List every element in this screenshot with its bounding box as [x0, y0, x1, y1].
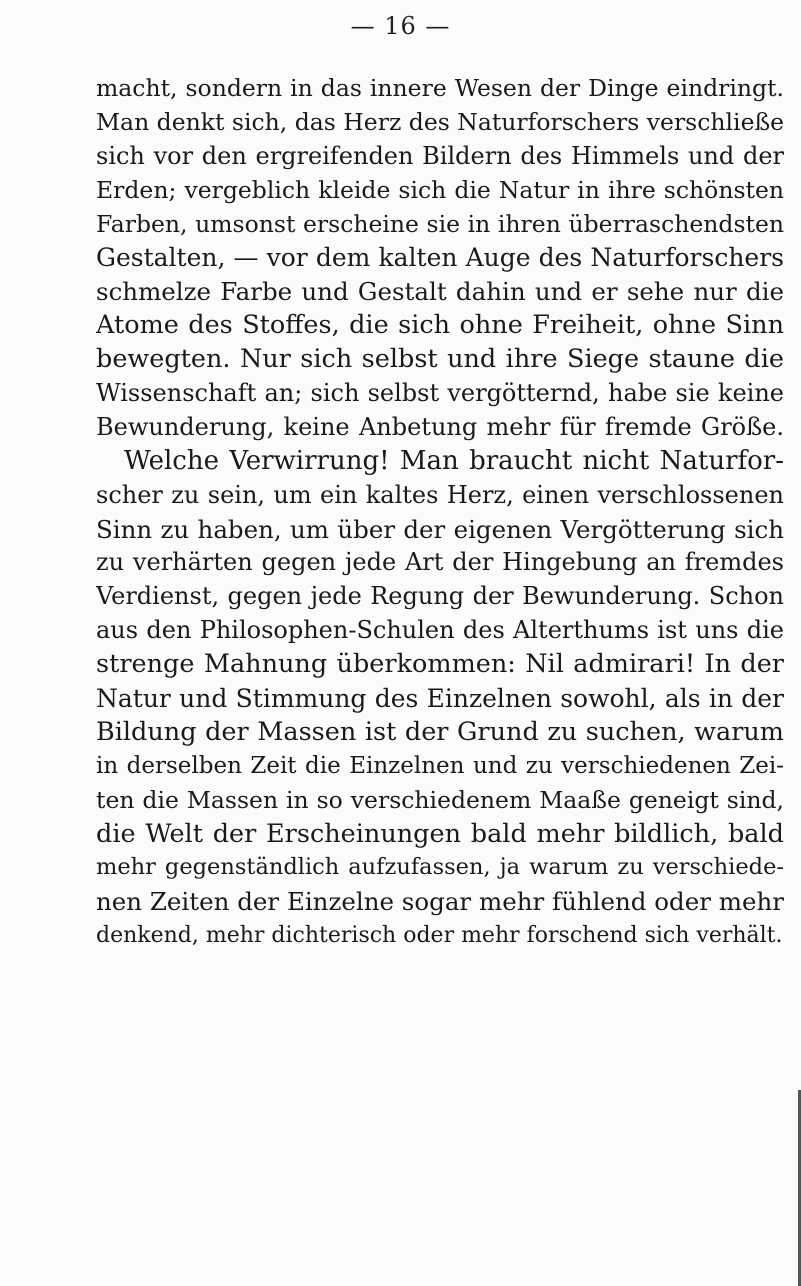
text-line: sich vor den ergreifenden Bildern des Himmels und der: [96, 141, 784, 170]
text-line: die Welt der Erscheinungen bald mehr bildlich, bald: [96, 818, 784, 849]
text-line: schmelze Farbe und Gestalt dahin und er sehe nur die: [96, 277, 784, 307]
text-line: Atome des Stoffes, die sich ohne Freiheit, ohne Sinn: [96, 310, 784, 341]
text-line: Wissenschaft an; sich selbst vergötternd, habe sie keine: [96, 379, 784, 408]
text-line: Bewunderung, keine Anbetung mehr für fremde Größe.: [96, 412, 784, 441]
text-line: Natur und Stimmung des Einzelnen sowohl, als in der: [96, 684, 784, 714]
text-line: bewegten. Nur sich selbst und ihre Siege staune die: [96, 344, 784, 375]
text-line: Sinn zu haben, um über der eigenen Vergötterung sich: [96, 514, 784, 544]
text-line: Farben, umsonst erscheine sie in ihren überraschendsten: [96, 209, 784, 238]
text-line: Erden; vergeblich kleide sich die Natur in ihre schönsten: [96, 175, 784, 204]
text-line: Verdienst, gegen jede Regung der Bewunderung. Schon: [96, 582, 784, 611]
text-line: mehr gegenständlich aufzufassen, ja warum zu verschiede-: [96, 854, 784, 881]
page-number: — 16 —: [350, 12, 451, 40]
text-line: Man denkt sich, das Herz des Naturforschers verschließe: [96, 107, 784, 136]
text-line: scher zu sein, um ein kaltes Herz, einen verschlossenen: [96, 480, 784, 509]
text-line: strenge Mahnung überkommen: Nil admirari! In der: [96, 649, 784, 680]
text-line: ten die Massen in so verschiedenem Maaße geneigt sind,: [96, 785, 784, 814]
text-line: Bildung der Massen ist der Grund zu suchen, warum: [96, 716, 784, 747]
text-line: nen Zeiten der Einzelne sogar mehr fühlend oder mehr: [96, 887, 784, 917]
paragraph-start-line: Welche Verwirrung! Man braucht nicht Naturfor-: [124, 445, 784, 476]
text-line: macht, sondern in das innere Wesen der Dinge eindringt.: [96, 74, 784, 102]
text-line: aus den Philosophen-Schulen des Alterthums ist uns die: [96, 616, 784, 645]
text-line: in derselben Zeit die Einzelnen und zu verschiedenen Zei-: [96, 752, 784, 779]
text-line: denkend, mehr dichterisch oder mehr forschend sich verhält.: [96, 923, 783, 949]
text-line: Gestalten, — vor dem kalten Auge des Naturforschers: [96, 243, 784, 273]
body-text: [96, 72, 784, 953]
text-line: zu verhärten gegen jede Art der Hingebung an fremdes: [96, 548, 784, 577]
